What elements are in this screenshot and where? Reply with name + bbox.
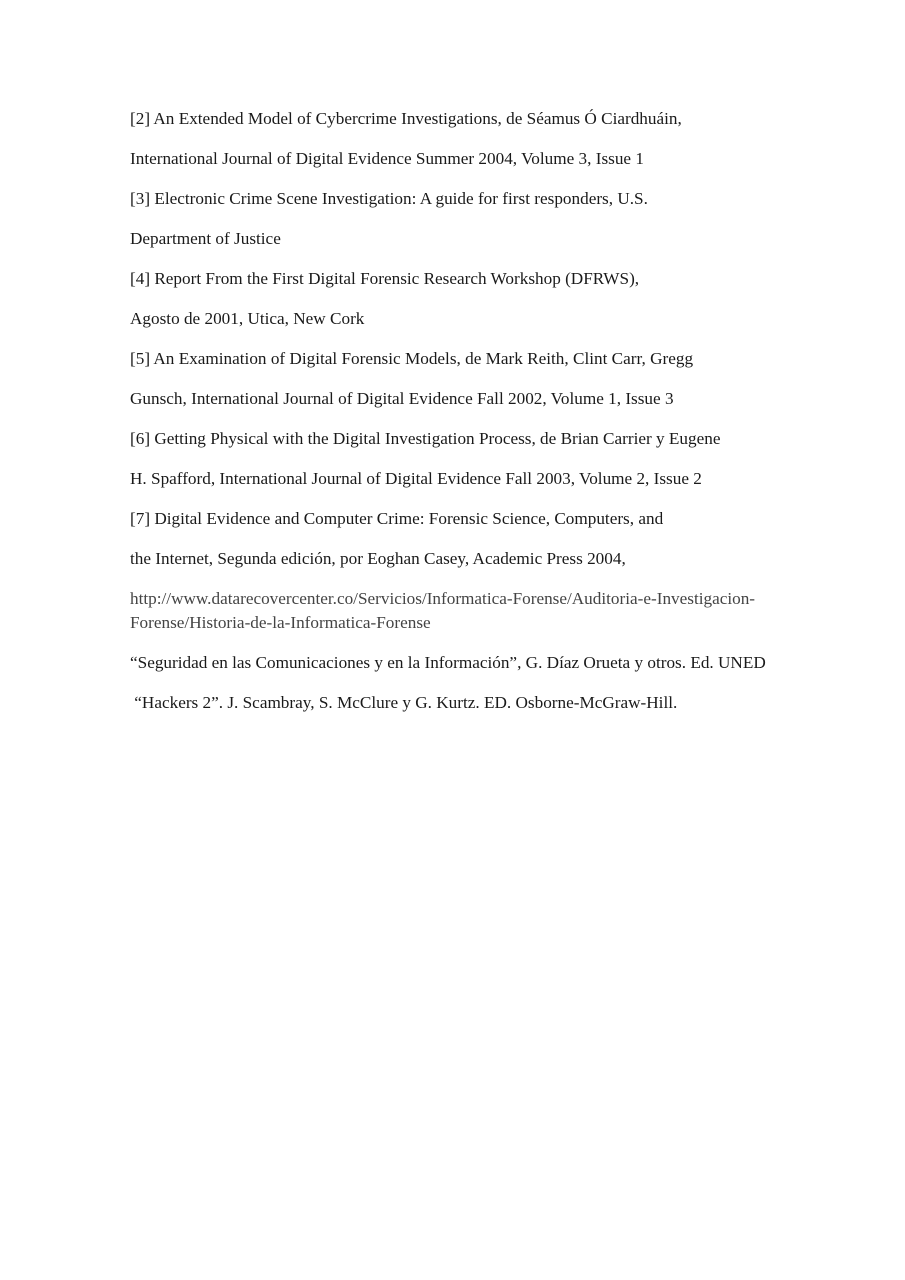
reference-list <box>130 107 778 731</box>
reference-hackers: “Hackers 2”. J. Scambray, S. McClure y G. Kurtz. ED. Osborne-McGraw-Hill. <box>130 693 678 712</box>
reference-7-line-1: [7] Digital Evidence and Computer Crime: Forensic Science, Computers, and <box>130 509 664 528</box>
reference-2-line-2: International Journal of Digital Evidence Summer 2004, Volume 3, Issue 1 <box>130 149 644 168</box>
reference-7-line-2: the Internet, Segunda edición, por Eoghan Casey, Academic Press 2004, <box>130 549 626 568</box>
reference-3-line-2: Department of Justice <box>130 229 281 248</box>
reference-6-line-2: H. Spafford, International Journal of Digital Evidence Fall 2003, Volume 2, Issue 2 <box>130 469 702 488</box>
reference-url-link[interactable]: http://www.datarecovercenter.co/Servicios/Informatica-Forense/Auditoria-e-Investigacion-Forense/Historia-de-la-Informatica-Forense <box>130 589 756 632</box>
reference-5-line-1: [5] An Examination of Digital Forensic Models, de Mark Reith, Clint Carr, Gregg <box>130 349 694 368</box>
reference-5-line-2: Gunsch, International Journal of Digital Evidence Fall 2002, Volume 1, Issue 3 <box>130 389 674 408</box>
reference-3-line-1: [3] Electronic Crime Scene Investigation: A guide for first responders, U.S. <box>130 189 648 208</box>
reference-seguridad: “Seguridad en las Comunicaciones y en la Información”, G. Díaz Orueta y otros. Ed. UNED <box>130 653 766 672</box>
reference-4-line-1: [4] Report From the First Digital Forensic Research Workshop (DFRWS), <box>130 269 640 288</box>
reference-6-line-1: [6] Getting Physical with the Digital Investigation Process, de Brian Carrier y Eugene <box>130 429 721 448</box>
reference-4-line-2: Agosto de 2001, Utica, New Cork <box>130 309 365 328</box>
reference-2-line-1: [2] An Extended Model of Cybercrime Investigations, de Séamus Ó Ciardhuáin, <box>130 109 682 128</box>
